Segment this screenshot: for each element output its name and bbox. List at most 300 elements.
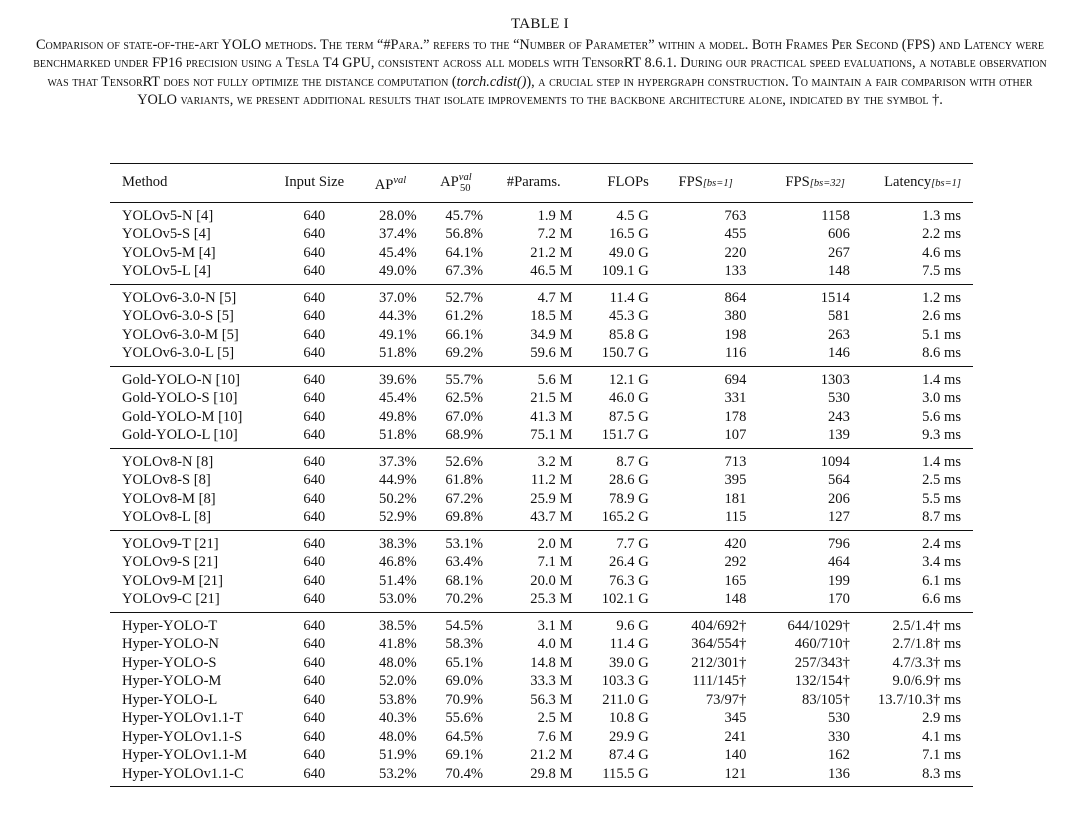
table-cell: 37.3% (379, 453, 417, 470)
table-row (110, 530, 973, 553)
table-cell: 61.8% (445, 472, 484, 489)
table-cell: 51.4% (379, 572, 417, 589)
table-cell: 640 (303, 289, 326, 306)
table-cell: 640 (303, 728, 326, 745)
table-cell: 7.6 M (537, 728, 573, 745)
table-cell: 640 (303, 427, 326, 444)
table-cell: YOLOv8-S [8] (122, 472, 211, 489)
table-cell: 20.0 M (530, 572, 573, 589)
table-cell: 640 (303, 509, 326, 526)
table-group-gold-yolo (110, 366, 973, 448)
table-cell: 395 (724, 472, 747, 489)
table-cell: 530 (828, 710, 850, 727)
table-cell: 26.4 G (609, 554, 649, 571)
table-row (110, 344, 973, 366)
table-cell: 640 (303, 572, 326, 589)
table-cell: 102.1 G (601, 591, 649, 608)
table-cell: 33.3 M (530, 673, 573, 690)
table-cell: 150.7 G (601, 345, 649, 362)
table-cell: 66.1% (445, 326, 484, 343)
table-cell: 198 (724, 326, 747, 343)
table-cell: 640 (303, 710, 326, 727)
table-cell: 41.8% (379, 636, 417, 653)
table-cell: 29.9 G (609, 728, 649, 745)
table-cell: 10.8 G (609, 710, 649, 727)
table-cell: 45.4% (379, 390, 417, 407)
table-cell: 292 (724, 554, 747, 571)
table-cell: 50.2% (379, 490, 417, 507)
table-cell: 49.0% (379, 263, 417, 280)
table-cell: 21.2 M (530, 747, 573, 764)
table-cell: 83/105† (802, 691, 850, 708)
table-cell: 13.7/10.3† ms (877, 691, 961, 708)
table-cell: 640 (303, 326, 326, 343)
table-cell: 581 (828, 308, 850, 325)
table-row (110, 471, 973, 490)
table-cell: 61.2% (445, 308, 484, 325)
table-cell: 103.3 G (601, 673, 649, 690)
table-cell: YOLOv5-S [4] (122, 226, 211, 243)
table-cell: 640 (303, 636, 326, 653)
table-cell: 211.0 G (602, 691, 649, 708)
table-cell: 2.4 ms (922, 535, 961, 552)
table-cell: YOLOv8-M [8] (122, 490, 216, 507)
table-cell: 52.6% (445, 453, 484, 470)
table-cell: 212/301† (691, 654, 747, 671)
table-cell: 45.7% (445, 207, 484, 224)
table-cell: 640 (303, 207, 326, 224)
table-cell: 640 (303, 472, 326, 489)
table-cell: 864 (724, 289, 747, 306)
table-cell: 8.7 ms (922, 509, 961, 526)
table-cell: 25.9 M (530, 490, 573, 507)
table-cell: 165.2 G (601, 509, 649, 526)
table-cell: 199 (828, 572, 850, 589)
table-row (110, 366, 973, 389)
table-cell: 127 (828, 509, 850, 526)
table-cell: 107 (724, 427, 747, 444)
table-cell: 53.2% (379, 765, 417, 782)
table-cell: Hyper-YOLO-S (122, 654, 217, 671)
table-cell: 148 (724, 591, 747, 608)
table-group-yolov5 (110, 202, 973, 284)
table-cell: 43.7 M (530, 509, 573, 526)
table-cell: 6.6 ms (922, 591, 961, 608)
table-cell: 51.9% (379, 747, 417, 764)
table-cell: 241 (724, 728, 747, 745)
table-cell: 49.0 G (609, 244, 649, 261)
table-cell: 640 (303, 617, 326, 634)
table-cell: Hyper-YOLO-T (122, 617, 218, 634)
table-group-yolov6 (110, 284, 973, 366)
table-row (110, 202, 973, 225)
table-cell: 70.2% (445, 591, 484, 608)
table-cell: 29.8 M (530, 765, 573, 782)
table-cell: 4.1 ms (922, 728, 961, 745)
table-cell: 67.3% (445, 263, 484, 280)
table-cell: 5.6 ms (922, 408, 961, 425)
table-row (110, 691, 973, 710)
table-cell: 69.0% (445, 673, 484, 690)
table-cell: 4.6 ms (922, 244, 961, 261)
table-cell: 63.4% (445, 554, 484, 571)
table-cell: 70.4% (445, 765, 484, 782)
table-cell: 7.2 M (537, 226, 573, 243)
table-cell: 44.3% (379, 308, 417, 325)
table-group-yolov8 (110, 448, 973, 530)
table-cell: 115 (725, 509, 747, 526)
table-cell: 640 (303, 226, 326, 243)
table-cell: 69.1% (445, 747, 484, 764)
table-cell: 76.3 G (609, 572, 649, 589)
table-cell: YOLOv9-C [21] (122, 591, 220, 608)
table-cell: 640 (303, 673, 326, 690)
table-row (110, 244, 973, 263)
table-cell: YOLOv6-3.0-M [5] (122, 326, 239, 343)
table-row (110, 672, 973, 691)
table-cell: 8.3 ms (922, 765, 961, 782)
table-cell: 796 (828, 535, 850, 552)
table-cell: 52.7% (445, 289, 484, 306)
table-cell: 5.6 M (537, 371, 573, 388)
table-cell: 53.0% (379, 591, 417, 608)
table-cell: YOLOv9-M [21] (122, 572, 223, 589)
table-cell: 640 (303, 390, 326, 407)
table-cell: 9.6 G (616, 617, 649, 634)
table-cell: YOLOv8-N [8] (122, 453, 214, 470)
table-cell: 44.9% (379, 472, 417, 489)
header-fps-bs32: FPS[bs=32] (785, 173, 845, 190)
table-cell: 640 (303, 535, 326, 552)
table-cell: 55.6% (445, 710, 484, 727)
table-cell: 3.2 M (537, 453, 573, 470)
table-cell: YOLOv5-N [4] (122, 207, 214, 224)
table-row (110, 448, 973, 471)
table-row (110, 307, 973, 326)
table-cell: YOLOv9-T [21] (122, 535, 219, 552)
table-cell: 12.1 G (609, 371, 649, 388)
table-cell: Hyper-YOLOv1.1-M (122, 747, 247, 764)
table-row (110, 326, 973, 345)
table-cell: 121 (724, 765, 747, 782)
table-cell: 21.2 M (530, 244, 573, 261)
table-cell: 25.3 M (530, 591, 573, 608)
table-cell: 1158 (821, 207, 850, 224)
table-cell: 64.1% (445, 244, 484, 261)
table-cell: 1303 (820, 371, 850, 388)
table-cell: 140 (724, 747, 747, 764)
table-cell: 53.1% (445, 535, 484, 552)
table-cell: 75.1 M (530, 427, 573, 444)
table-row (110, 635, 973, 654)
table-cell: 68.9% (445, 427, 484, 444)
table-cell: 5.5 ms (922, 490, 961, 507)
table-row (110, 553, 973, 572)
table-cell: 7.1 M (537, 554, 573, 571)
table-group-yolov9 (110, 530, 973, 612)
table-cell: 640 (303, 408, 326, 425)
table-cell: 331 (724, 390, 747, 407)
table-cell: Gold-YOLO-L [10] (122, 427, 238, 444)
table-cell: 178 (724, 408, 747, 425)
table-cell: 64.5% (445, 728, 484, 745)
table-cell: 3.1 M (537, 617, 573, 634)
table-cell: 40.3% (379, 710, 417, 727)
table-cell: 48.0% (379, 728, 417, 745)
table-cell: 58.3% (445, 636, 484, 653)
table-cell: 45.3 G (609, 308, 649, 325)
table-cell: 52.9% (379, 509, 417, 526)
table-cell: 4.0 M (537, 636, 573, 653)
table-cell: Hyper-YOLO-M (122, 673, 222, 690)
table-cell: 1.3 ms (922, 207, 961, 224)
table-cell: 170 (828, 591, 850, 608)
table-caption (28, 36, 1052, 109)
table-cell: 165 (724, 572, 747, 589)
table-cell: 146 (828, 345, 850, 362)
table-cell: 151.7 G (601, 427, 649, 444)
table-cell: 640 (303, 490, 326, 507)
table-cell: 54.5% (445, 617, 484, 634)
table-cell: 48.0% (379, 654, 417, 671)
table-cell: 11.4 G (609, 289, 649, 306)
table-cell: 34.9 M (530, 326, 573, 343)
table-cell: YOLOv5-L [4] (122, 263, 212, 280)
table-cell: Hyper-YOLOv1.1-T (122, 710, 243, 727)
table-cell: 1.4 ms (922, 453, 961, 470)
table-cell: 4.7/3.3† ms (892, 654, 961, 671)
table-cell: 16.5 G (609, 226, 649, 243)
table-cell: 1.4 ms (922, 371, 961, 388)
table-cell: 2.2 ms (922, 226, 961, 243)
table-cell: 220 (724, 244, 747, 261)
table-cell: 330 (828, 728, 850, 745)
table-cell: 21.5 M (530, 390, 573, 407)
table-cell: 4.7 M (537, 289, 573, 306)
table-cell: 364/554† (691, 636, 747, 653)
table-row (110, 746, 973, 765)
table-cell: 6.1 ms (922, 572, 961, 589)
table-cell: Gold-YOLO-S [10] (122, 390, 238, 407)
caption-text-end: ), a crucial step in hypergraph construction. To maintain a fair comparison with other YOLO variants, we present additional results that isolate improvements to the backbone architecture alone, indicated by the symbol †. (137, 73, 1033, 108)
table-cell: 1.9 M (537, 207, 573, 224)
table-cell: 640 (303, 453, 326, 470)
table-cell: 37.4% (379, 226, 417, 243)
table-cell: 694 (724, 371, 747, 388)
table-row (110, 572, 973, 591)
table-row (110, 389, 973, 408)
table-cell: 109.1 G (601, 263, 649, 280)
table-cell: 116 (725, 345, 747, 362)
table-row (110, 508, 973, 530)
header-row (110, 164, 973, 203)
table-cell: 59.6 M (530, 345, 573, 362)
table-cell: 56.3 M (530, 691, 573, 708)
table-cell: 87.5 G (609, 408, 649, 425)
table-cell: 3.4 ms (922, 554, 961, 571)
table-cell: 133 (724, 263, 747, 280)
header-method: Method (122, 174, 168, 191)
table-cell: 78.9 G (609, 490, 649, 507)
table-cell: 1094 (820, 453, 850, 470)
table-cell: Hyper-YOLO-L (122, 691, 218, 708)
table-cell: YOLOv5-M [4] (122, 244, 216, 261)
table-cell: 67.0% (445, 408, 484, 425)
table-cell: 11.2 M (530, 472, 573, 489)
results-table (110, 163, 973, 787)
table-row (110, 262, 973, 284)
table-cell: 1.2 ms (922, 289, 961, 306)
table-cell: 4.5 G (616, 207, 649, 224)
table-cell: YOLOv9-S [21] (122, 554, 219, 571)
table-cell: 51.8% (379, 345, 417, 362)
table-cell: 46.8% (379, 554, 417, 571)
table-cell: 148 (828, 263, 850, 280)
table-row (110, 654, 973, 673)
table-cell: 69.8% (445, 509, 484, 526)
table-cell: 2.9 ms (922, 710, 961, 727)
table-cell: 243 (828, 408, 850, 425)
table-cell: 39.0 G (609, 654, 649, 671)
table-cell: 38.3% (379, 535, 417, 552)
table-cell: 55.7% (445, 371, 484, 388)
table-cell: 28.6 G (609, 472, 649, 489)
table-cell: 65.1% (445, 654, 484, 671)
table-row (110, 765, 973, 787)
table-cell: 345 (724, 710, 747, 727)
table-cell: 530 (828, 390, 850, 407)
table-cell: Gold-YOLO-N [10] (122, 371, 240, 388)
caption-text-start: Comparison of state-of-the-art YOLO methods. The term “#Para.” refers to the “Number of Parameter” within a model. Both Frames Per Second (FPS) and Latency were benchmarked under FP16 precision using a Tesla T4 GPU, consistent across all models with TensorRT 8.6.1. During our practical speed evaluations, a notable observation was that TensorRT does not fully optimize the distance computation ( (33, 37, 1047, 90)
table-cell: 46.5 M (530, 263, 573, 280)
table-cell: 455 (724, 226, 747, 243)
table-label: TABLE I (511, 16, 569, 32)
table-cell: 640 (303, 345, 326, 362)
header-fps-bs1: FPS[bs=1] (678, 173, 733, 190)
header-ap: $AP^{val}$ (374, 175, 407, 193)
table-cell: 46.0 G (609, 390, 649, 407)
table-cell: 18.5 M (530, 308, 573, 325)
table-cell: 640 (303, 371, 326, 388)
table-cell: 115.5 G (602, 765, 649, 782)
table-cell: 162 (828, 747, 850, 764)
header-input-size: Input Size (284, 174, 345, 191)
table-cell: 713 (724, 453, 747, 470)
table-cell: 5.1 ms (922, 326, 961, 343)
table-cell: 404/692† (691, 617, 747, 634)
table-row (110, 590, 973, 612)
table-cell: 70.9% (445, 691, 484, 708)
table-cell: YOLOv6-3.0-S [5] (122, 308, 234, 325)
table-cell: 39.6% (379, 371, 417, 388)
table-cell: 644/1029† (787, 617, 850, 634)
table-cell: 420 (724, 535, 747, 552)
table-cell: 2.5 M (537, 710, 573, 727)
table-cell: 52.0% (379, 673, 417, 690)
table-cell: 7.5 ms (922, 263, 961, 280)
table-cell: 267 (828, 244, 850, 261)
table-group-hyper-yolo (110, 612, 973, 787)
table-cell: 564 (828, 472, 850, 489)
header-flops: FLOPs (607, 174, 649, 191)
table-cell: 53.8% (379, 691, 417, 708)
table-cell: YOLOv6-3.0-L [5] (122, 345, 235, 362)
table-cell: 1514 (820, 289, 850, 306)
table-row (110, 426, 973, 448)
table-cell: 2.6 ms (922, 308, 961, 325)
table-cell: 7.7 G (616, 535, 649, 552)
caption-code: torch.cdist() (456, 73, 527, 90)
table-cell: 380 (724, 308, 747, 325)
table-cell: 640 (303, 308, 326, 325)
table-cell: Hyper-YOLOv1.1-S (122, 728, 243, 745)
table-cell: 62.5% (445, 390, 484, 407)
table-cell: 11.4 G (609, 636, 649, 653)
table-cell: 763 (724, 207, 747, 224)
table-cell: 640 (303, 691, 326, 708)
table-cell: 2.5 ms (922, 472, 961, 489)
table-cell: 8.7 G (616, 453, 649, 470)
table-cell: 464 (828, 554, 850, 571)
table-cell: 2.5/1.4† ms (892, 617, 961, 634)
table-cell: 87.4 G (609, 747, 649, 764)
header-params: #Params. (506, 174, 561, 191)
table-row (110, 612, 973, 635)
table-row (110, 709, 973, 728)
table-cell: 49.8% (379, 408, 417, 425)
table-cell: 14.8 M (530, 654, 573, 671)
table-cell: 38.5% (379, 617, 417, 634)
table-cell: 2.0 M (537, 535, 573, 552)
table-row (110, 728, 973, 747)
table-cell: 263 (828, 326, 850, 343)
table-cell: 45.4% (379, 244, 417, 261)
table-cell: 9.0/6.9† ms (892, 673, 961, 690)
table-cell: 640 (303, 747, 326, 764)
table-cell: 640 (303, 263, 326, 280)
table-cell: 8.6 ms (922, 345, 961, 362)
table-cell: 3.0 ms (922, 390, 961, 407)
table-cell: 56.8% (445, 226, 484, 243)
table-cell: 181 (724, 490, 747, 507)
table-cell: YOLOv8-L [8] (122, 509, 212, 526)
table-cell: 9.3 ms (922, 427, 961, 444)
table-cell: 606 (828, 226, 850, 243)
table-cell: 2.7/1.8† ms (892, 636, 961, 653)
table-cell: 640 (303, 654, 326, 671)
header-latency: Latency[bs=1] (884, 173, 961, 190)
table-cell: 37.0% (379, 289, 417, 306)
table-cell: 49.1% (379, 326, 417, 343)
table-cell: 51.8% (379, 427, 417, 444)
table-cell: 460/710† (794, 636, 850, 653)
table-cell: 69.2% (445, 345, 484, 362)
table-cell: 257/343† (794, 654, 850, 671)
header-ap50: AP val 50 (440, 172, 472, 195)
table-cell: 640 (303, 554, 326, 571)
table-cell: Hyper-YOLO-N (122, 636, 219, 653)
table-cell: 67.2% (445, 490, 484, 507)
table-cell: 136 (828, 765, 850, 782)
table-row (110, 490, 973, 509)
table-cell: Hyper-YOLOv1.1-C (122, 765, 244, 782)
table-cell: 73/97† (705, 691, 747, 708)
table-cell: 132/154† (794, 673, 850, 690)
table-row (110, 284, 973, 307)
table-cell: 640 (303, 591, 326, 608)
table-cell: Gold-YOLO-M [10] (122, 408, 243, 425)
table-row (110, 225, 973, 244)
